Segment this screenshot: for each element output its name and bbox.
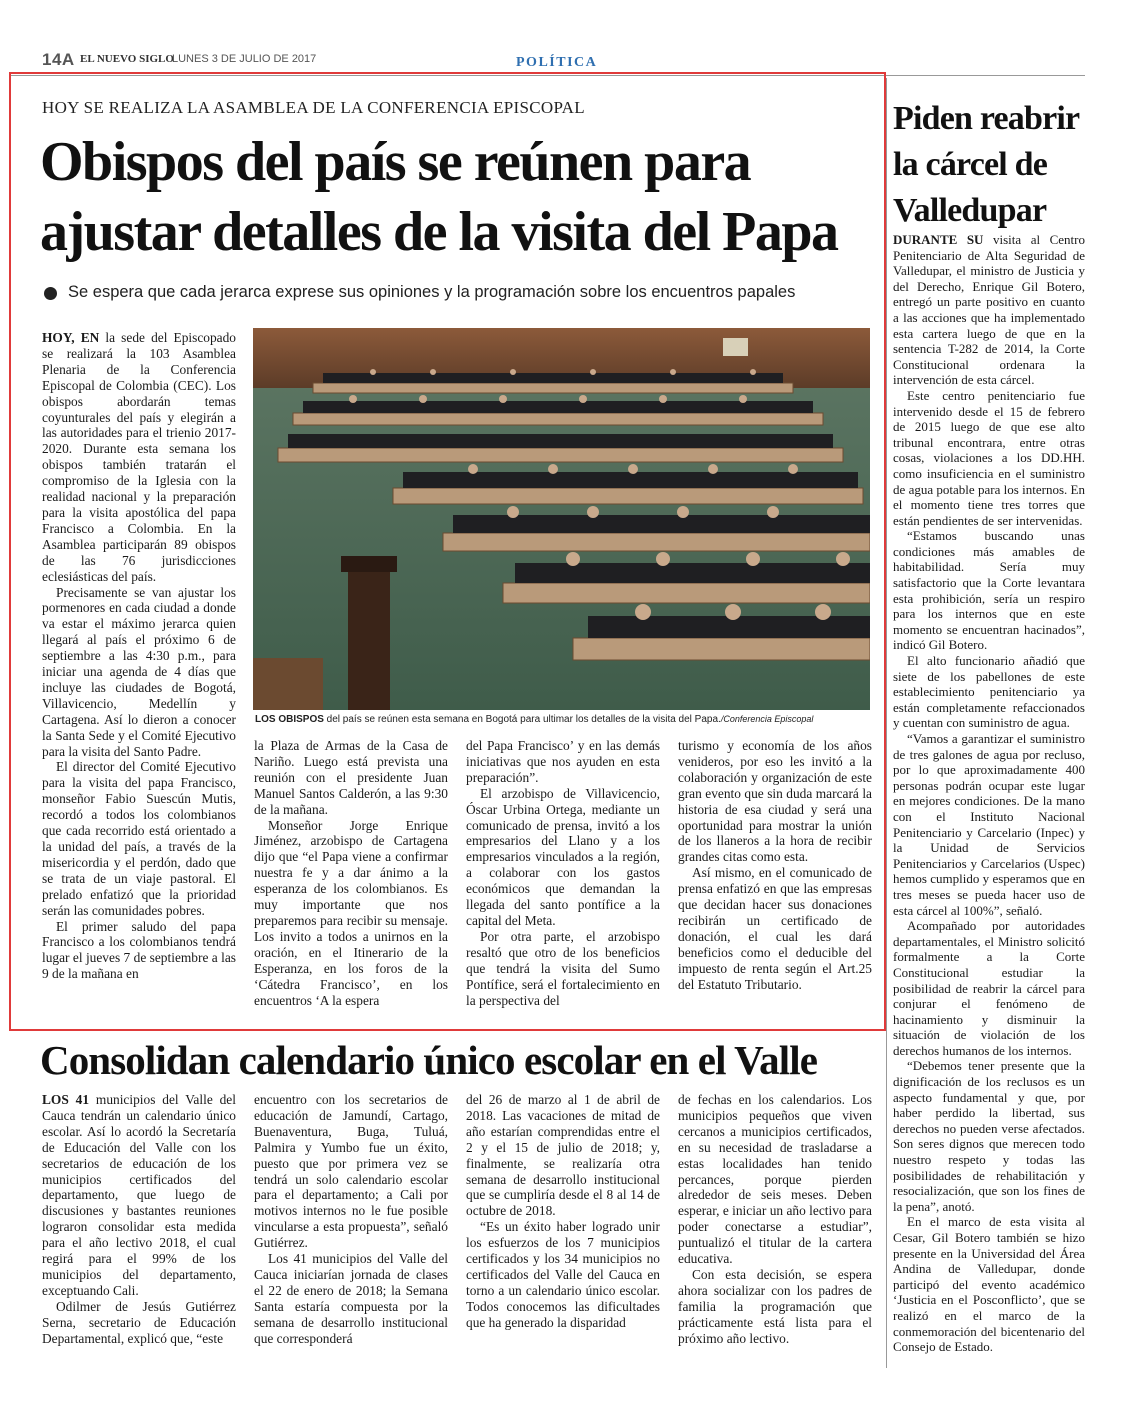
lead-in: HOY, EN [42, 330, 100, 345]
paragraph: “Debemos tener presente que la dignificación de los reclusos es un aspecto fundamental y que, por haber perdido la libertad, sus derechos no pueden verse afectados. Son seres dignos que merecen todo nuestro respeto y todas las posibilidades de rehabilitación y resocialización, que son los fines de la pena”, anotó. [893, 1058, 1085, 1214]
paragraph-text: municipios del Valle del Cauca tendrán un calendario único escolar. Así lo acordó la Secretaría de Educación del Valle con los secretarios de educación de los municipios certificados del departamento, que luego de discusiones y bastantes reuniones lograron consolidar esta medida para el año lectivo 2018, el cual regirá para el 99% de los municipios del departamento, exceptuando Cali. [42, 1092, 236, 1298]
photo-caption [255, 714, 870, 725]
headline-line-1: Obispos del país se reúnen para [40, 131, 751, 193]
lead-in: DURANTE SU [893, 232, 984, 247]
headline-line-2: ajustar detalles de la visita del Papa [40, 201, 838, 263]
paragraph: del Papa Francisco’ y en las demás iniciativas que nos ayuden en esta preparación”. [466, 738, 660, 785]
newspaper-name: EL NUEVO SIGLO [80, 53, 174, 65]
bottom-column-1 [42, 1092, 236, 1347]
paragraph: “Vamos a garantizar el suministro de tres galones de agua por recluso, por lo que aproximadamente 400 personas podrán ocupar este lugar en mejores condiciones. De la mano con el Instituto Nacional Penitenciario y Carcelario (Inpec) y la Unidad de Servicios Penitenciarios y Carcelarios (Uspec) hemos cumplido y esperamos que en tres meses se pueda hacer uso de esta cárcel al 100%”, señaló. [893, 731, 1085, 918]
main-column-3 [466, 738, 660, 1008]
page-number: 14A [42, 50, 75, 69]
paragraph: Odilmer de Jesús Gutiérrez Serna, secretario de Educación Departamental, explicó que, “este [42, 1298, 236, 1346]
bullet-icon [44, 287, 57, 300]
paragraph: Acompañado por autoridades departamentales, el Ministro solicitó formalmente a la Corte Constitucional estudiar la posibilidad de reabrir la cárcel para conjurar el fenómeno de hacinamiento y disminuir la situación de violación de los derechos humanos de los internos. [893, 918, 1085, 1058]
bottom-headline: Consolidan calendario único escolar en el Valle [40, 1037, 817, 1083]
caption-lead: LOS OBISPOS [255, 714, 324, 725]
assembly-photo [253, 328, 870, 710]
paragraph-text: la sede del Episcopado se realizará la 103 Asamblea Plenaria de la Conferencia Episcopal de Colombia (CEC). Los obispos abordarán temas coyunturales del país y elegirán a las autoridades para el trienio 2017-2020. Durante esta semana los obispos también tratarán el compromiso de la Iglesia con la realidad nacional y la preparación para la visita apostólica del papa Francisco a Colombia. En la Asamblea participarán 89 obispos de las 76 jurisdicciones eclesiásticas del país. [42, 330, 236, 584]
paragraph: Los 41 municipios del Valle del Cauca iniciarían jornada de clases el 22 de enero de 2018; la Semana Santa estaría compuesta por la semana de desarrollo institucional que corresponderá [254, 1251, 448, 1346]
side-column-rule [886, 78, 887, 1368]
paragraph: El arzobispo de Villavicencio, Óscar Urbina Ortega, mediante un comunicado de prensa, invitó a los empresarios del Llano y a los empresarios vinculados a la región, a colaborar con los gastos económicos que demandan la llegada del santo pontífice a la capital del Meta. [466, 785, 660, 928]
main-column-2 [254, 738, 448, 1008]
subhead: Se espera que cada jerarca exprese sus opiniones y la programación sobre los encuentros papales [68, 283, 796, 301]
bottom-column-4 [678, 1092, 872, 1347]
kicker: HOY SE REALIZA LA ASAMBLEA DE LA CONFERENCIA EPISCOPAL [42, 98, 585, 117]
lead-in: LOS 41 [42, 1092, 90, 1107]
paragraph: turismo y economía de los años venideros, por eso les invitó a la colaboración y organización de este gran evento que sin duda marcará la historia de esa ciudad y será una oportunidad para mostrar la unión de los llaneros a la hora de recibir grandes citas como esta. [678, 738, 872, 865]
paragraph: El director del Comité Ejecutivo para la visita del papa Francisco, monseñor Fabio Suescún Mutis, recordó a todos los colombianos que cada recorrido está orientado a la unidad del país, a través de la misericordia y el perdón, dado que se trata de un viaje pastoral. El prelado enfatizó que la prioridad serán las comunidades pobres. [42, 759, 236, 918]
paragraph: Por otra parte, el arzobispo resaltó que otro de los beneficios que tendrá la visita del Sumo Pontífice, será el fortalecimiento en la perspectiva del [466, 928, 660, 1008]
issue-date: LUNES 3 DE JULIO DE 2017 [172, 53, 317, 65]
paragraph: El alto funcionario añadió que siete de los pabellones de este establecimiento penitenciario ya están completamente refaccionados y cuentan con suministro de agua. [893, 653, 1085, 731]
photo-credit: /Conferencia Episcopal [720, 714, 814, 724]
section-label: POLÍTICA [516, 55, 598, 70]
side-headline: Piden reabrir la cárcel de Valledupar [893, 100, 1079, 229]
paragraph-text: visita al Centro Penitenciario de Alta Seguridad de Valledupar, el ministro de Justicia y del Derecho, Enrique Gil Botero, entregó un parte positivo en cuanto a las acciones que ha implementado esta cartera luego de que en la sentencia T-282 de 2014, la Corte Constitucional ordenara la intervención de esta cárcel. [893, 232, 1085, 388]
main-column-4 [678, 738, 872, 993]
paragraph [893, 232, 1085, 388]
paragraph: “Estamos buscando unas condiciones más amables de habitabilidad. Sería muy satisfactorio que la Corte levantara esta prohibición, sería un respiro para los internos que en este momento se encuentran hacinados”, indicó Gil Botero. [893, 528, 1085, 653]
paragraph: de fechas en los calendarios. Los municipios pequeños que viven cercanos a municipios certificados, en su necesidad de trasladarse a estas localidades han tenido percances, porque pierden alrededor de seis meses. Deben esperar, e iniciar un año lectivo para poder conectarse a estudiar”, puntualizó el titular de la cartera educativa. [678, 1092, 872, 1267]
paragraph: la Plaza de Armas de la Casa de Nariño. Luego está prevista una reunión con el presidente Juan Manuel Santos Calderón, a las 9:30 de la mañana. [254, 738, 448, 817]
main-column-1 [42, 330, 236, 1020]
caption-text: del país se reúnen esta semana en Bogotá para ultimar los detalles de la visita del Papa. [323, 714, 721, 725]
paragraph: El primer saludo del papa Francisco a los colombianos tendrá lugar el jueves 7 de septiembre a las 9 de la mañana en [42, 918, 236, 982]
paragraph [42, 1092, 236, 1299]
side-column [893, 232, 1085, 1355]
paragraph: Precisamente se van ajustar los pormenores en cada ciudad a donde va estar el máximo jerarca quien llegará al país el próximo 6 de septiembre a las 4:30 p.m., para iniciar una agenda de 4 días que incluye las ciudades de Bogotá, Villavicencio, Medellín y Cartagena. Así lo dieron a conocer la Santa Sede y el Comité Ejecutivo para la visita del Santo Padre. [42, 584, 236, 759]
paragraph: encuentro con los secretarios de educación de Jamundí, Cartago, Buenaventura, Buga, Tuluá, Palmira y Yumbo fue un éxito, puesto que por primera vez se tendrá un solo calendario escolar para el departamento; a Cali por motivos internos no le fue posible vincularse a esta propuesta”, señaló Gutiérrez. [254, 1092, 448, 1251]
paragraph: del 26 de marzo al 1 de abril de 2018. Las vacaciones de mitad de año estarían comprendidas entre el 2 y el 15 de julio de 2018; y, finalmente, se realizaría otra semana de desarrollo institucional que se cumpliría desde el 8 al 14 de octubre de 2018. [466, 1092, 660, 1219]
paragraph: “Es un éxito haber logrado unir los esfuerzos de los 7 municipios certificados y los 34 municipios no certificados del Valle del Cauca en torno a un calendario único escolar. Todos conocemos las dificultades que ha generado la disparidad [466, 1219, 660, 1330]
paragraph: Así mismo, en el comunicado de prensa enfatizó en que las empresas que decidan hacer sus donaciones recibirán un certificado de donación, el cual les dará beneficios como el deducible del impuesto de renta según el Art.25 del Estatuto Tributario. [678, 865, 872, 992]
paragraph [42, 330, 236, 585]
paragraph: Este centro penitenciario fue intervenido desde el 15 de febrero de 2015 luego de que ese alto tribunal encontrara, entre otras cosas, violaciones a los DD.HH. como insuficiencia en el suministro de agua potable para los internos. En el momento tiene tres torres que están pendientes de ser intervenidas. [893, 387, 1085, 528]
paragraph: En el marco de esta visita al Cesar, Gil Botero también se hizo presente en la Universidad del Área Andina de Valledupar, donde participó del evento académico ‘Justicia en el Posconflicto’, que se realizó en el marco de la conmemoración del bicentenario del Consejo de Estado. [893, 1214, 1085, 1355]
bottom-column-3 [466, 1092, 660, 1331]
bottom-column-2 [254, 1092, 448, 1347]
paragraph: Monseñor Jorge Enrique Jiménez, arzobispo de Cartagena dijo que “el Papa viene a confirmar nuestra fe y a dar ánimo a la esperanza de los colombianos. Es muy importante que nos preparemos para recibir su mensaje. Los invito a todos a unirnos en la oración, en el Itinerario de la Esperanza, en los foros de la ‘Cátedra Francisco’, en los encuentros ‘A la espera [254, 817, 448, 1008]
paragraph: Con esta decisión, se espera ahora socializar con los padres de familia la programación que prácticamente está lista para el próximo año lectivo. [678, 1266, 872, 1346]
